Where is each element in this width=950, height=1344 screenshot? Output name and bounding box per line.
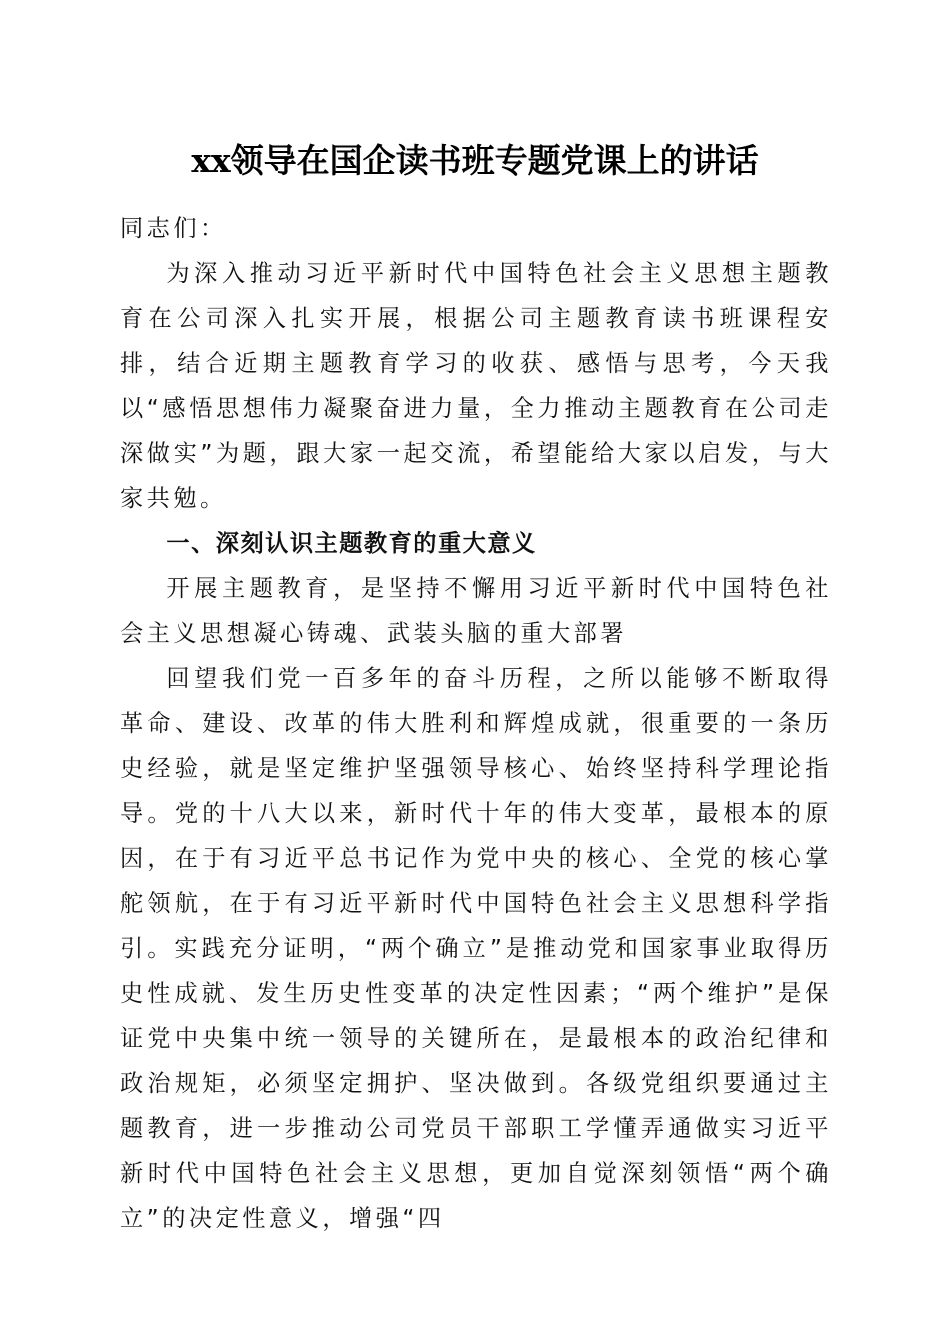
intro-paragraph: 为深入推动习近平新时代中国特色社会主义思想主题教育在公司深入扎实开展，根据公司主题教育读书班课程安排，结合近期主题教育学习的收获、感悟与思考，今天我以“感悟思想伟力凝聚奋进力量，全力推动主题教育在公司走深做实”为题，跟大家一起交流，希望能给大家以启发，与大家共勉。 bbox=[120, 260, 832, 512]
document-body bbox=[120, 206, 832, 1241]
section-paragraph: 回望我们党一百多年的奋斗历程，之所以能够不断取得革命、建设、改革的伟大胜利和辉煌成就，很重要的一条历史经验，就是坚定维护坚强领导核心、始终坚持科学理论指导。党的十八大以来，新时代十年的伟大变革，最根本的原因，在于有习近平总书记作为党中央的核心、全党的核心掌舵领航，在于有习近平新时代中国特色社会主义思想科学指引。实践充分证明，“两个确立”是推动党和国家事业取得历史性成就、发生历史性变革的决定性因素；“两个维护”是保证党中央集中统一领导的关键所在，是最根本的政治纪律和政治规矩，必须坚定拥护、坚决做到。各级党组织要通过主题教育，进一步推动公司党员干部职工学懂弄通做实习近平新时代中国特色社会主义思想，更加自觉深刻领悟“两个确立”的决定性意义，增强“四 bbox=[120, 665, 832, 1232]
section-paragraph: 开展主题教育，是坚持不懈用习近平新时代中国特色社会主义思想凝心铸魂、武装头脑的重大部署 bbox=[120, 575, 832, 647]
salutation: 同志们： bbox=[120, 215, 227, 242]
section-heading: 一、深刻认识主题教育的重大意义 bbox=[166, 530, 537, 557]
document-title: xx领导在国企读书班专题党课上的讲话 bbox=[191, 141, 759, 180]
